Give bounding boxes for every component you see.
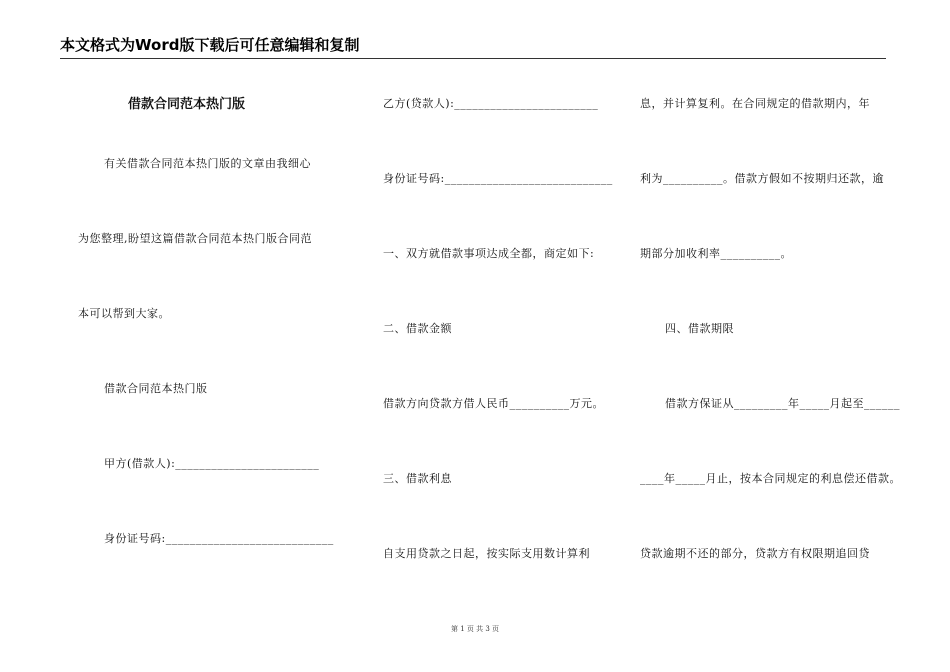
party-b-line: 乙方(贷款人):________________________	[383, 97, 599, 110]
party-a-line: 甲方(借款人):________________________	[104, 457, 320, 470]
paragraph-line: 利为__________。借款方假如不按期归还款，逾	[640, 172, 884, 185]
paragraph-line: 借款方保证从_________年_____月起至______	[665, 397, 900, 410]
paragraph-line: 为您整理,盼望这篇借款合同范本热门版合同范	[78, 232, 312, 245]
section-heading: 三、借款利息	[383, 472, 452, 485]
paragraph-line: 贷款逾期不还的部分，贷款方有权限期追回贷	[640, 547, 870, 560]
document-title: 借款合同范本热门版	[128, 97, 246, 112]
paragraph-line: 借款方向贷款方借人民币__________万元。	[383, 397, 604, 410]
section-heading: 二、借款金额	[383, 322, 452, 335]
section-heading: 四、借款期限	[665, 322, 734, 335]
id-number-line: 身份证号码:____________________________	[104, 532, 334, 545]
paragraph-line: 有关借款合同范本热门版的文章由我细心	[104, 157, 311, 170]
paragraph-line: 本可以帮到大家。	[78, 307, 170, 320]
page-header: 本文格式为Word版下载后可任意编辑和复制	[60, 34, 886, 59]
clause-intro: 一、双方就借款事项达成全都，商定如下:	[383, 247, 595, 260]
paragraph-line: 息，并计算复利。在合同规定的借款期内，年	[640, 97, 870, 110]
paragraph-line: 自支用贷款之日起，按实际支用数计算利	[383, 547, 590, 560]
id-number-line: 身份证号码:____________________________	[383, 172, 613, 185]
paragraph-line: 借款合同范本热门版	[104, 382, 208, 395]
paragraph-line: 期部分加收利率__________。	[640, 247, 792, 260]
paragraph-line: ____年_____月止，按本合同规定的利息偿还借款。	[640, 472, 901, 485]
page-number: 第 1 页 共 3 页	[450, 625, 500, 633]
